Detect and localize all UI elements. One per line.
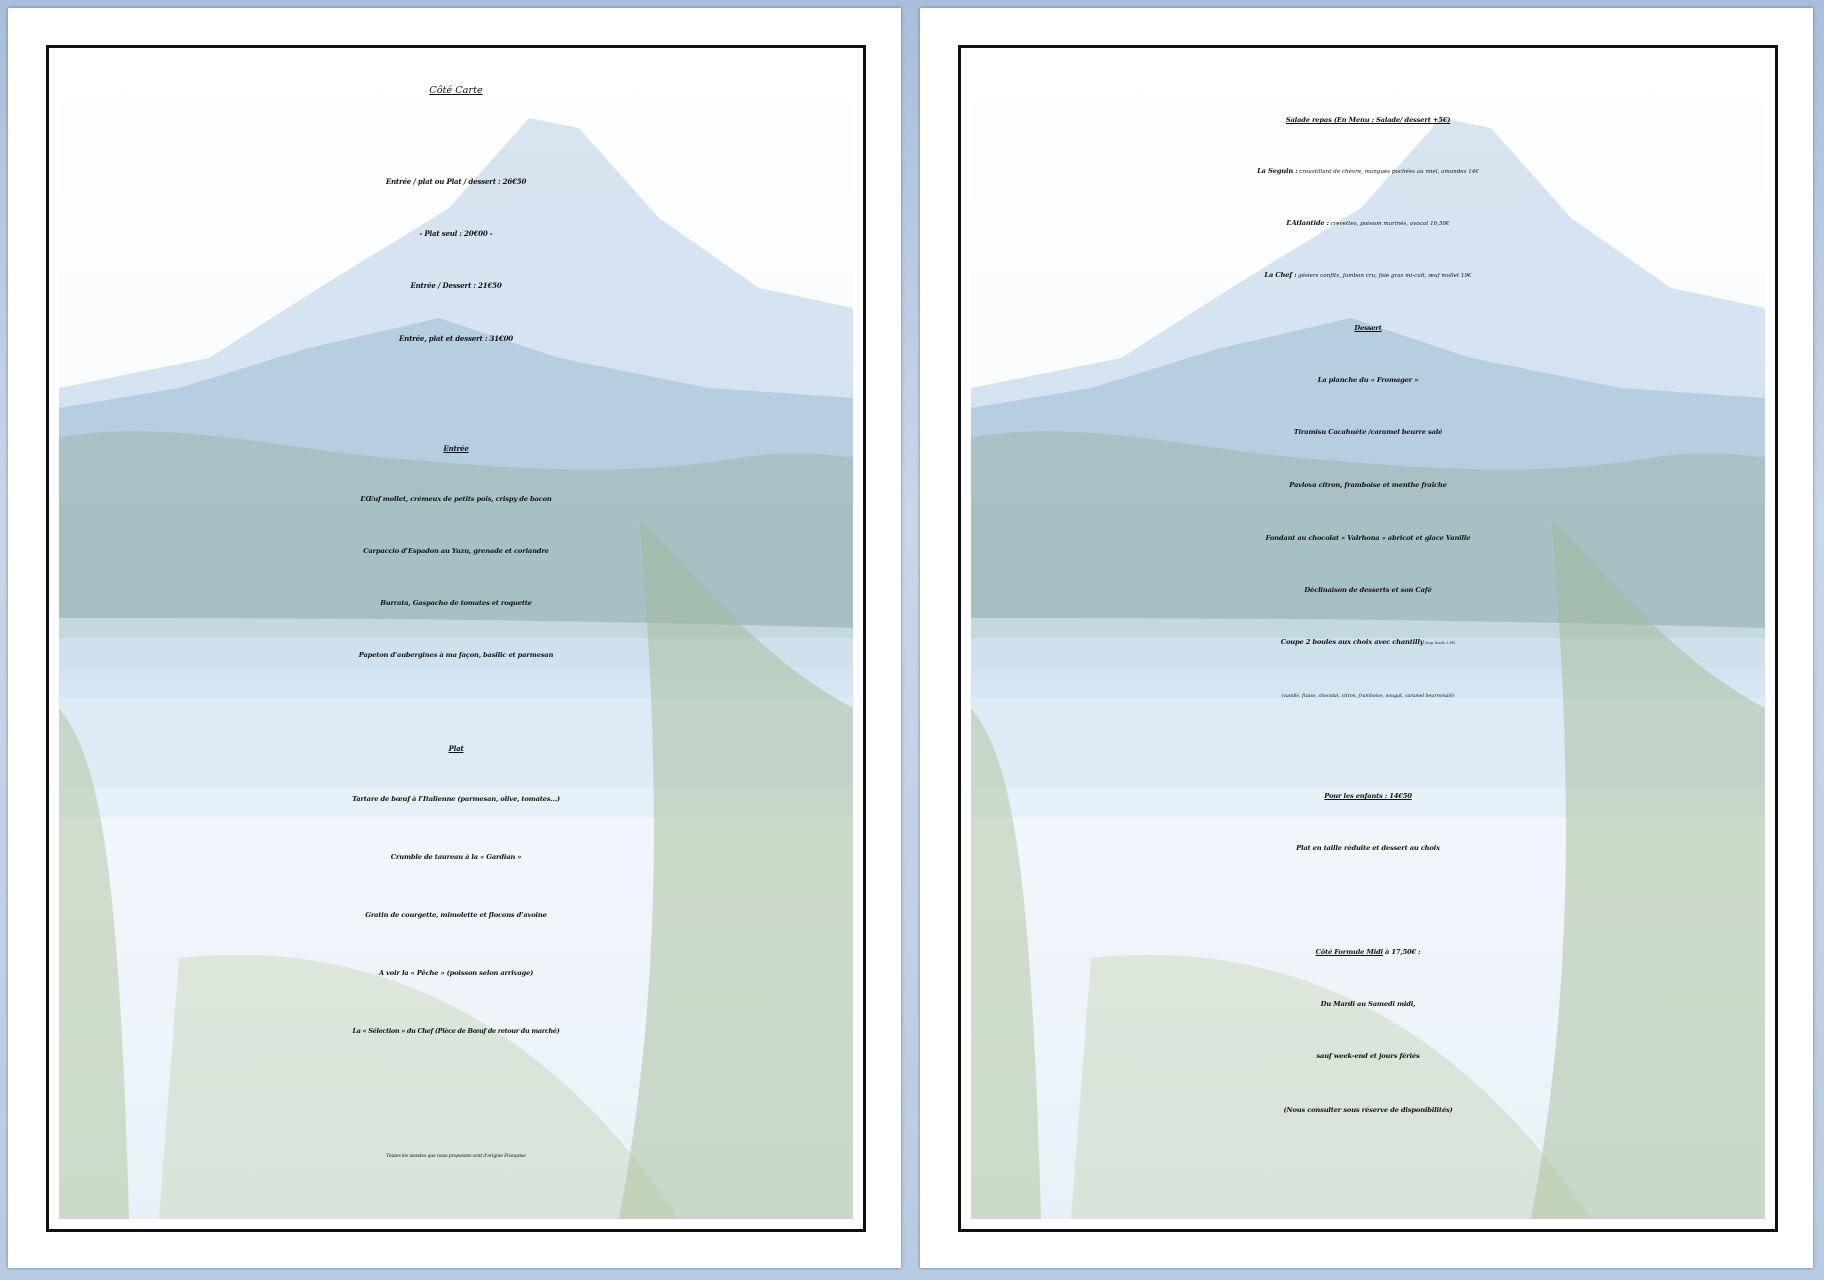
formule-heading-line: [961, 949, 1775, 957]
salade-item-desc: gésiers confits, Jambon cru, foie gras mi-cuit, œuf mollet 19€: [1298, 273, 1472, 279]
ice-cream-flavours: (vanille, fraise, chocolat, citron, framboise, nougat, caramel beurre/salé): [1281, 694, 1455, 699]
salade-item: [961, 220, 1775, 228]
menu-page-right: [920, 8, 1813, 1268]
coupe-label: Coupe 2 boules aux choix avec chantilly: [1280, 638, 1424, 646]
plat-heading: Plat: [448, 744, 464, 753]
dessert-item: Déclinaison de desserts et son Café: [1304, 586, 1432, 594]
dessert-item: Fondant au chocolat « Valrhona » abricot et glace Vanille: [1265, 534, 1471, 542]
entree-item: L’Œuf mollet, crémeux de petits pois, crispy de bacon: [360, 495, 552, 503]
left-page-content: [49, 48, 863, 1229]
salade-item: [961, 272, 1775, 280]
formule-line: Du Mardi au Samedi midi,: [1320, 1000, 1416, 1008]
price-line: Entrée / Dessert : 21€50: [410, 281, 502, 290]
formule-heading: Côté Formule Midi: [1315, 948, 1383, 956]
dessert-item: Tiramisu Cacahuète /caramel beurre salé: [1293, 428, 1443, 436]
entree-heading: Entrée: [443, 444, 469, 453]
salade-item-desc: crevettes, poisson marinés, avocat 16,50€: [1330, 221, 1450, 227]
plat-item: Gratin de courgette, mimolette et flocons d’avoine: [365, 911, 547, 919]
plat-item: Tartare de bœuf à l’Italienne (parmesan, olive, tomates…): [352, 795, 560, 803]
dessert-heading: Dessert: [1354, 324, 1382, 332]
entree-item: Papeton d’aubergines à ma façon, basilic et parmesan: [358, 651, 554, 659]
dessert-coupe-item: [961, 639, 1775, 647]
page-border-frame: [46, 45, 866, 1232]
plat-item: A voir la « Pêche » (poisson selon arrivage): [378, 969, 534, 977]
entree-item: Carpaccio d’Espadon au Yuzu, grenade et coriandre: [363, 547, 549, 555]
dessert-item: La planche du « Fromager »: [1317, 376, 1419, 384]
plat-item: Crumble de taureau à la « Gardian »: [390, 853, 522, 861]
menu-title: Côté Carte: [429, 85, 483, 96]
salade-item-name: La Chef :: [1264, 271, 1297, 279]
dessert-item: Pavlova citron, framboise et menthe fraîche: [1289, 481, 1447, 489]
page-border-frame: [958, 45, 1778, 1232]
salade-item-desc: croustillant de chèvre, mangues pochées au miel, amandes 14€: [1299, 169, 1479, 175]
salade-item-name: L’Atlantide :: [1286, 219, 1329, 227]
enfants-text: Plat en taille réduite et dessert au choix: [1296, 844, 1440, 852]
price-line: Entrée / plat ou Plat / dessert : 26€50: [385, 177, 527, 186]
coupe-supplement-note: (sup. boule 2,5€): [1425, 641, 1456, 645]
formule-price: à 17,50€ :: [1382, 948, 1421, 956]
price-line: - Plat seul : 20€00 -: [419, 229, 493, 238]
salade-item: [961, 168, 1775, 176]
salade-item-name: La Seguin :: [1257, 167, 1298, 175]
right-page-content: [961, 48, 1775, 1229]
enfants-heading: Pour les enfants : 14€50: [1324, 792, 1412, 800]
formule-line: sauf week-end et jours fériés: [1316, 1052, 1420, 1060]
salade-heading: Salade repas (En Menu : Salade/ dessert +5€): [1285, 116, 1451, 124]
origin-footnote: Toutes les viandes que nous proposons sont d’origine Française: [386, 1154, 526, 1159]
price-line: Entrée, plat et dessert : 31€00: [398, 334, 514, 343]
entree-item: Burrata, Gaspacho de tomates et roquette: [380, 599, 532, 607]
plat-item: La « Sélection » du Chef (Pièce de Bœuf de retour du marché): [352, 1027, 560, 1035]
menu-page-left: [8, 8, 901, 1268]
formule-line: (Nous consulter sous réserve de disponibilités): [1283, 1106, 1453, 1114]
